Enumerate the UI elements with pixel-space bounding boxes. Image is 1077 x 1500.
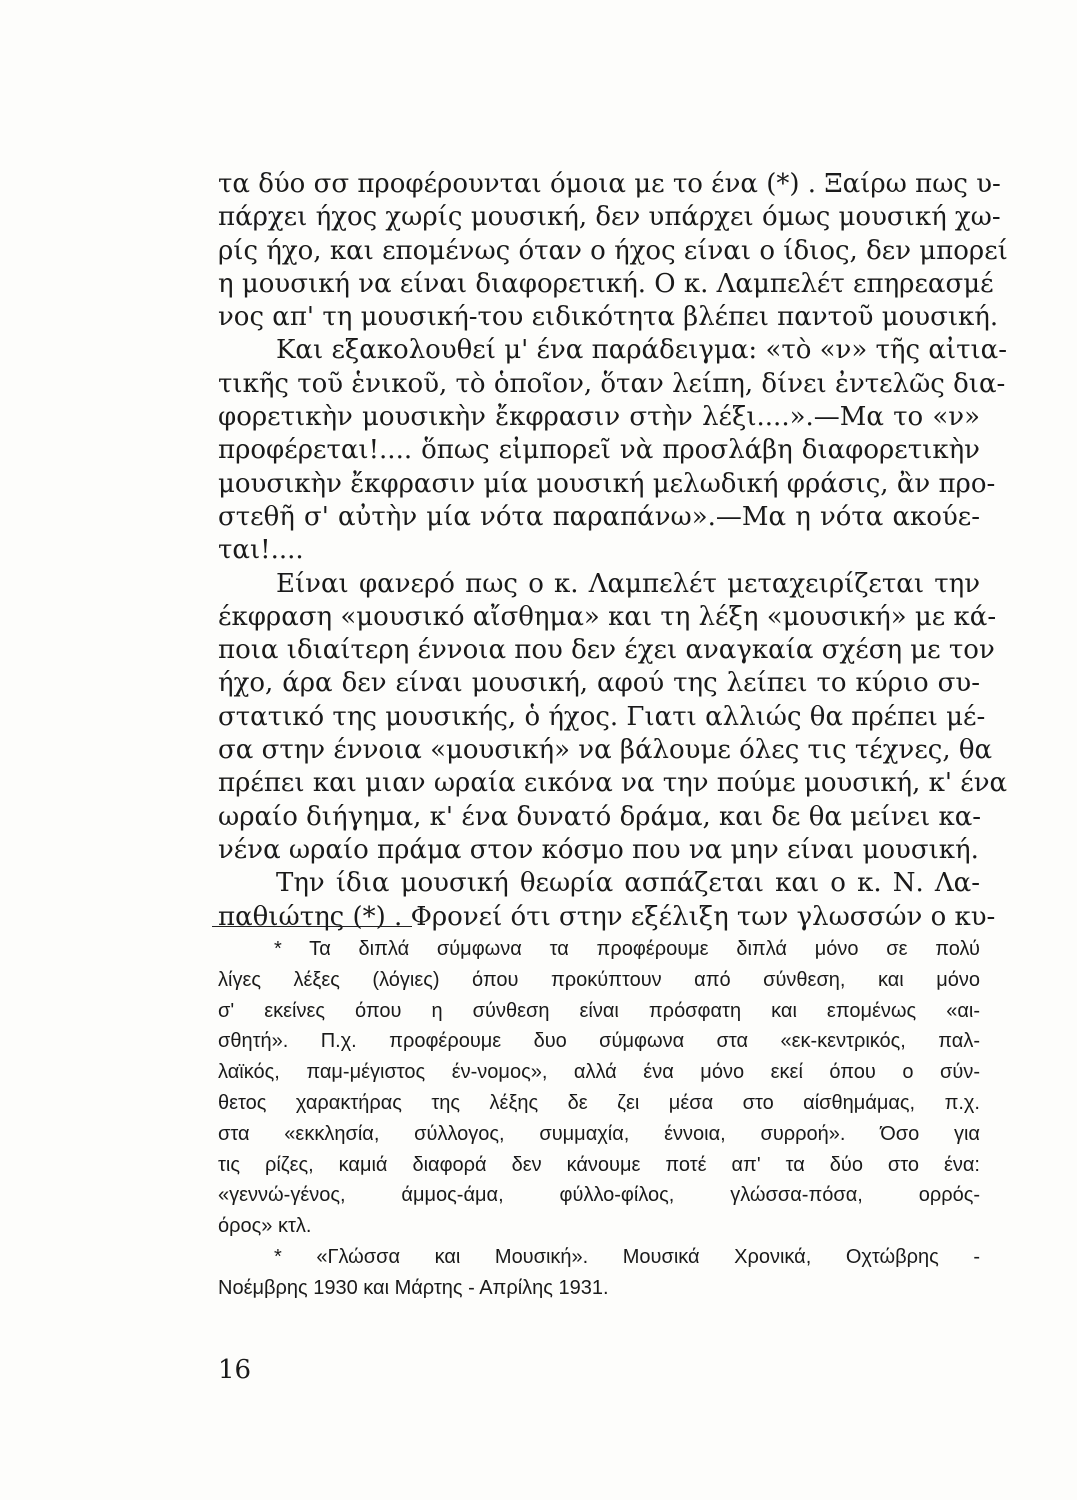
body-line-17: στατικό της μουσικής, ὁ ήχος. Γιατι αλλιώς θα πρέπει μέ- bbox=[218, 701, 986, 732]
body-line-20: ωραίο διήγημα, κ' ένα δυνατό δράμα, και δε θα μείνει κα- bbox=[218, 801, 982, 832]
body-line-2: πάρχει ήχος χωρίς μουσική, δεν υπάρχει όμως μουσική χω- bbox=[218, 202, 1001, 233]
body-line-15: ποια ιδιαίτερη έννοια που δεν έχει αναγκαία σχέση με τον bbox=[218, 635, 995, 666]
body-line-23: παθιώτης (*) . Φρονεί ότι στην εξέλιξη των γλωσσών ο κυ- bbox=[218, 901, 996, 932]
body-line-6: Και εξακολουθεί μ' ένα παράδειγμα: «τὸ «ν» τῆς αἰτια- bbox=[276, 335, 1007, 366]
body-line-12: ται!.... bbox=[218, 535, 304, 566]
body-line-21: νένα ωραίο πράμα στον κόσμο που να μην είναι μουσική. bbox=[218, 834, 979, 865]
footnote-line-3: σ' εκείνες όπου η σύνθεση είναι πρόσφατη και επομένως «αι- bbox=[218, 999, 980, 1022]
body-line-1: τα δύο σσ προφέρουνται όμοια με το ένα (*) . Ξαίρω πως υ- bbox=[218, 169, 1001, 199]
body-line-11: στεθῆ σ' αὐτὴν μία νότα παραπάνω».—Μα η νότα ακούε- bbox=[218, 501, 980, 532]
body-line-3: ρίς ήχο, και επομένως όταν ο ήχος είναι ο ίδιος, δεν μπορεί bbox=[218, 235, 1008, 266]
body-line-13: Είναι φανερό πως ο κ. Λαμπελέτ μεταχειρίζεται την bbox=[276, 568, 980, 599]
page-number: 16 bbox=[218, 1355, 252, 1385]
footnote-line-11: * «Γλώσσα και Μουσική». Μουσικά Χρονικά, Οχτώβρης - bbox=[274, 1245, 980, 1268]
footnote-line-9: «γεννώ-γένος, άμμος-άμα, φύλλο-φίλος, γλώσσα-πόσα, ορρός- bbox=[218, 1184, 980, 1207]
body-text bbox=[218, 168, 1008, 934]
footnote-line-2: λίγες λέξες (λόγιες) όπου προκύπτουν από σύνθεση, και μόνο bbox=[218, 968, 980, 991]
footnote-line-5: λαϊκός, παμ-μέγιστος έν-νομος», αλλά ένα μόνο εκεί όπου ο σύν- bbox=[218, 1061, 980, 1084]
body-line-18: σα στην έννοια «μουσική» να βάλουμε όλες τις τέχνες, θα bbox=[218, 735, 993, 766]
footnotes bbox=[218, 934, 980, 1304]
body-line-9: προφέρεται!.... ὅπως εἰμπορεῖ νὰ προσλάβη διαφορετικὴν bbox=[218, 435, 980, 466]
body-line-22: Την ίδια μουσική θεωρία ασπάζεται και ο κ. Ν. Λα- bbox=[276, 868, 980, 899]
body-line-5: νος απ' τη μουσική-του ειδικότητα βλέπει παντοῦ μουσική. bbox=[218, 302, 999, 333]
footnote-line-10: όρος» κτλ. bbox=[218, 1215, 312, 1238]
body-line-4: η μουσική να είναι διαφορετική. Ο κ. Λαμπελέτ επηρεασμέ bbox=[218, 268, 994, 299]
footnote-line-6: θετος χαρακτήρας της λέξης δε ζει μέσα στο αίσθημάμας, π.χ. bbox=[218, 1091, 980, 1114]
footnote-line-1: * Τα διπλά σύμφωνα τα προφέρουμε διπλά μόνο σε πολύ bbox=[274, 938, 980, 960]
body-line-8: φορετικὴν μουσικὴν ἔκφρασιν στὴν λέξι....».—Μα το «ν» bbox=[218, 402, 980, 433]
footnote-line-4: σθητή». Π.χ. προφέρουμε δυο σύμφωνα στα «εκ-κεντρικός, παλ- bbox=[218, 1030, 980, 1053]
footnote-line-7: στα «εκκλησία, σύλλογος, συμμαχία, έννοια, συρροή». Όσο για bbox=[218, 1122, 980, 1145]
body-line-19: πρέπει και μιαν ωραία εικόνα να την πούμε μουσική, κ' ένα bbox=[218, 768, 1008, 799]
body-line-14: έκφραση «μουσικό αἴσθημα» και τη λέξη «μουσική» με κά- bbox=[218, 601, 997, 632]
body-line-10: μουσικὴν ἔκφρασιν μία μουσική μελωδική φράσις, ἂν προ- bbox=[218, 468, 996, 499]
body-line-7: τικῆς τοῦ ἑνικοῦ, τὸ ὁποῖον, ὅταν λείπη, δίνει ἐντελῶς δια- bbox=[218, 368, 1006, 399]
footnote-divider bbox=[212, 926, 412, 927]
footnote-line-8: τις ρίζες, καμιά διαφορά δεν κάνουμε ποτέ απ' τα δύο στο ένα: bbox=[218, 1153, 980, 1176]
footnote-line-12: Νοέμβρης 1930 και Μάρτης - Απρίλης 1931. bbox=[218, 1276, 609, 1299]
body-line-16: ήχο, άρα δεν είναι μουσική, αφού της λείπει το κύριο συ- bbox=[218, 668, 980, 699]
